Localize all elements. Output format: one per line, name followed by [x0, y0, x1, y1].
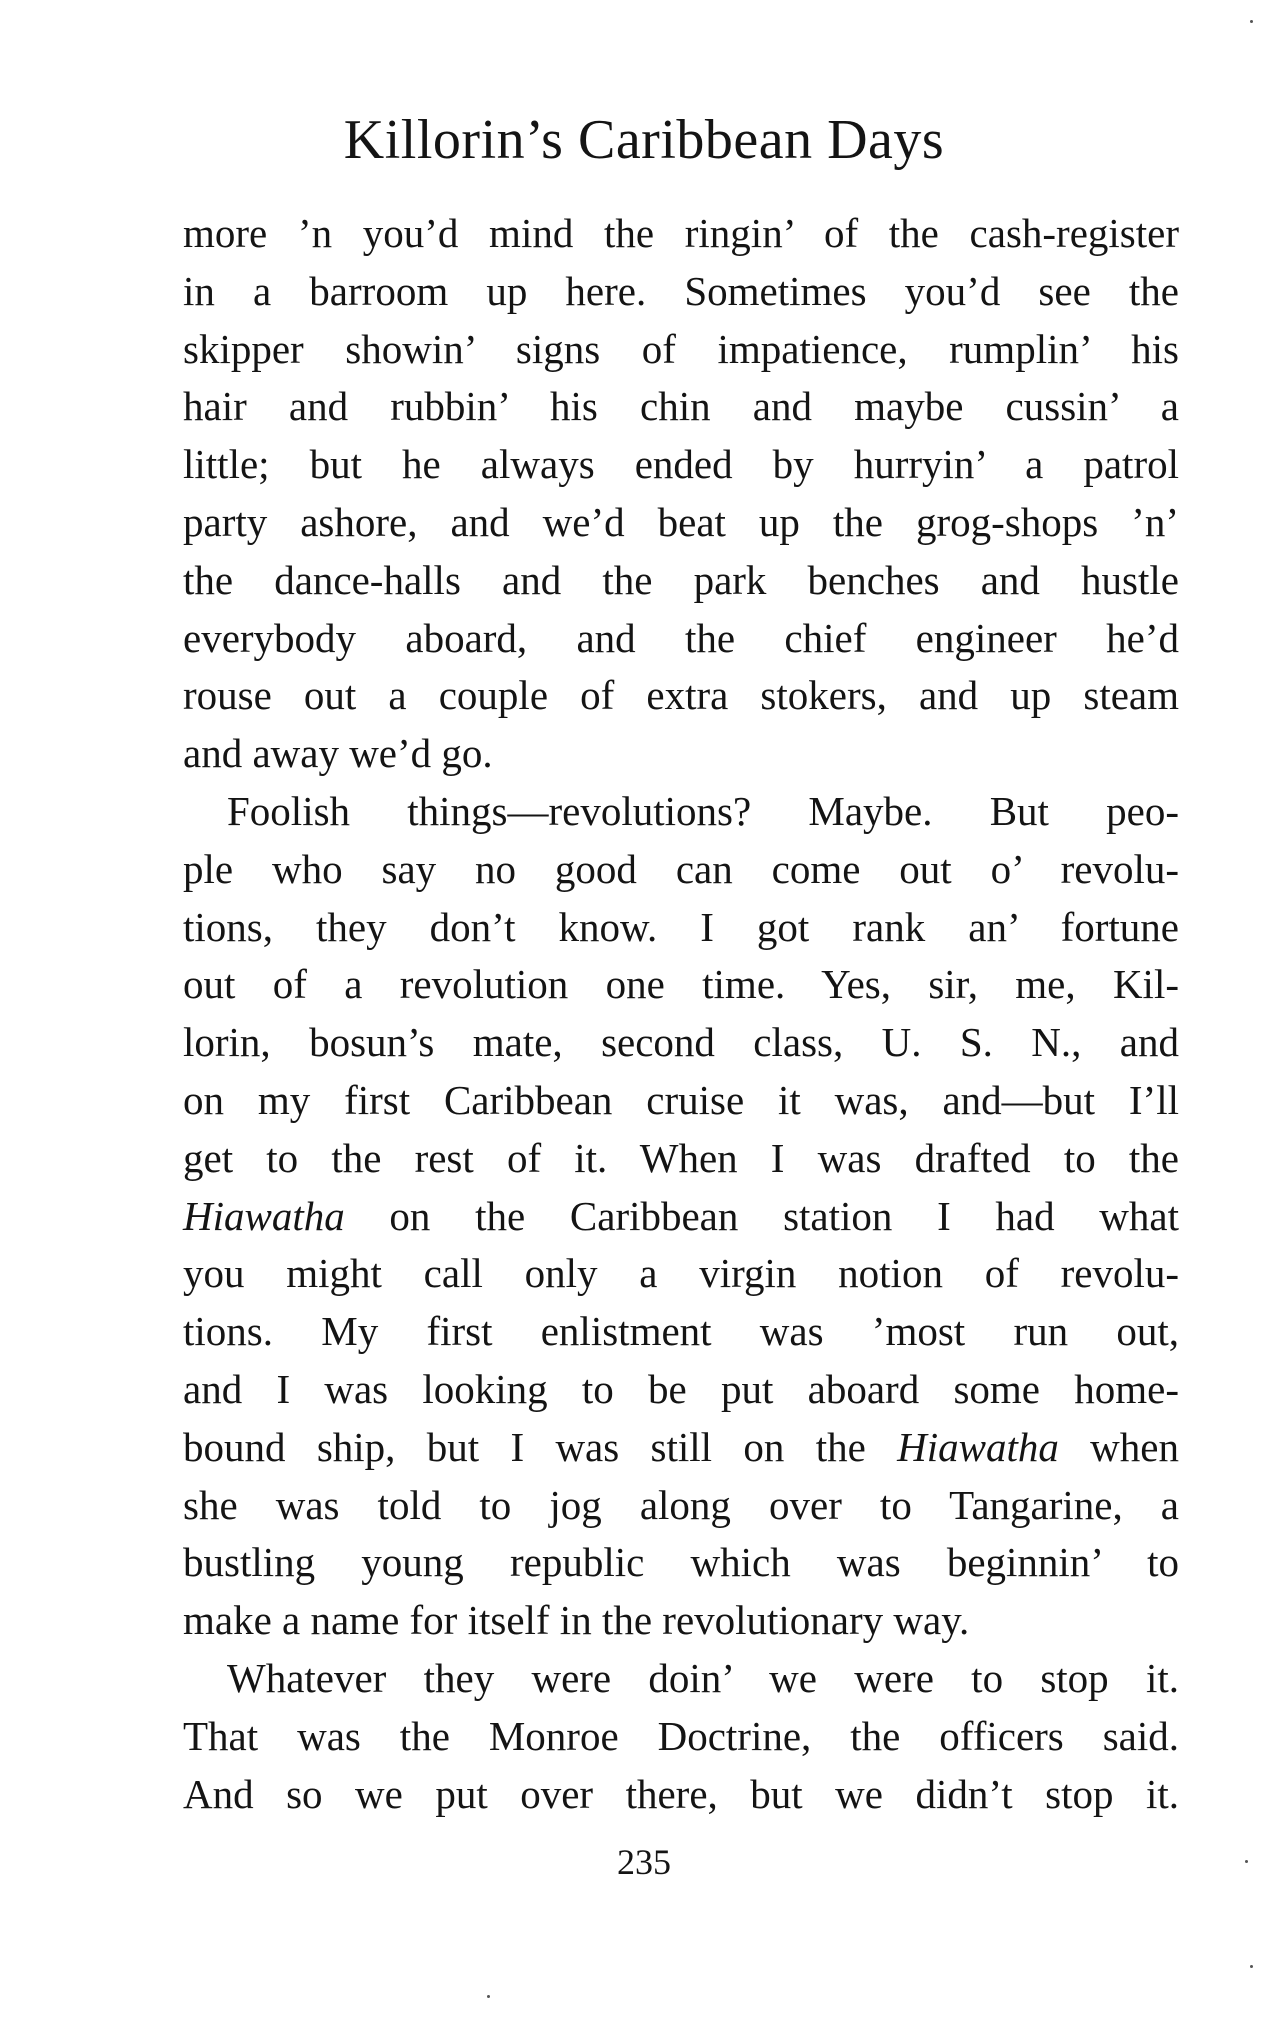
text-line: And so we put over there, but we didn’t stop it. [183, 1770, 1179, 1817]
text-line: That was the Monroe Doctrine, the officers said. [183, 1712, 1179, 1759]
paragraph-start-line: Whatever they were doin’ we were to stop it. [227, 1654, 1179, 1701]
text-line: more ’n you’d mind the ringin’ of the cash-register [183, 210, 1179, 256]
text-line: bustling young republic which was beginnin’ to [183, 1539, 1179, 1586]
text-line: rouse out a couple of extra stokers, and up steam [183, 672, 1179, 719]
text-line: everybody aboard, and the chief engineer he’d [183, 614, 1179, 661]
text-line: little; but he always ended by hurryin’ a patrol [183, 441, 1179, 488]
text-line: the dance-halls and the park benches and hustle [183, 556, 1179, 603]
text-line: bound ship, but I was still on the Hiawatha when [183, 1423, 1179, 1470]
text-line: and away we’d go. [183, 730, 493, 777]
text-line: tions, they don’t know. I got rank an’ fortune [183, 903, 1179, 950]
text-line: tions. My first enlistment was ’most run out, [183, 1308, 1179, 1355]
ship-name-italic: Hiawatha [897, 1423, 1059, 1470]
print-speck [1245, 1860, 1248, 1863]
text-line: on my first Caribbean cruise it was, and—but I’ll [183, 1076, 1179, 1123]
text-line: hair and rubbin’ his chin and maybe cussin’ a [183, 383, 1179, 430]
text-line: she was told to jog along over to Tangarine, a [183, 1481, 1179, 1528]
page-number: 235 [617, 1842, 671, 1882]
running-header: Killorin’s Caribbean Days [343, 109, 945, 171]
text-line: ple who say no good can come out o’ revolu- [183, 845, 1179, 892]
text-line: you might call only a virgin notion of revolu- [183, 1250, 1179, 1297]
paragraph-start-line: Foolish things—revolutions? Maybe. But peo- [227, 787, 1179, 834]
text-line: get to the rest of it. When I was drafted to the [183, 1134, 1179, 1181]
text-line: out of a revolution one time. Yes, sir, me, Kil- [183, 961, 1179, 1008]
print-speck [487, 1995, 490, 1998]
text-line: party ashore, and we’d beat up the grog-shops ’n’ [183, 498, 1179, 545]
ship-name-italic: Hiawatha [183, 1192, 345, 1239]
text-line: Hiawatha on the Caribbean station I had what [183, 1192, 1179, 1239]
text-line: in a barroom up here. Sometimes you’d see the [183, 267, 1179, 314]
print-speck [1250, 1965, 1253, 1968]
body-text [183, 205, 1179, 1823]
print-speck [1250, 20, 1253, 23]
text-line: skipper showin’ signs of impatience, rumplin’ his [183, 325, 1179, 372]
text-line: and I was looking to be put aboard some home- [183, 1365, 1179, 1412]
text-line: lorin, bosun’s mate, second class, U. S. N., and [183, 1019, 1179, 1066]
text-line: make a name for itself in the revolutionary way. [183, 1597, 970, 1644]
